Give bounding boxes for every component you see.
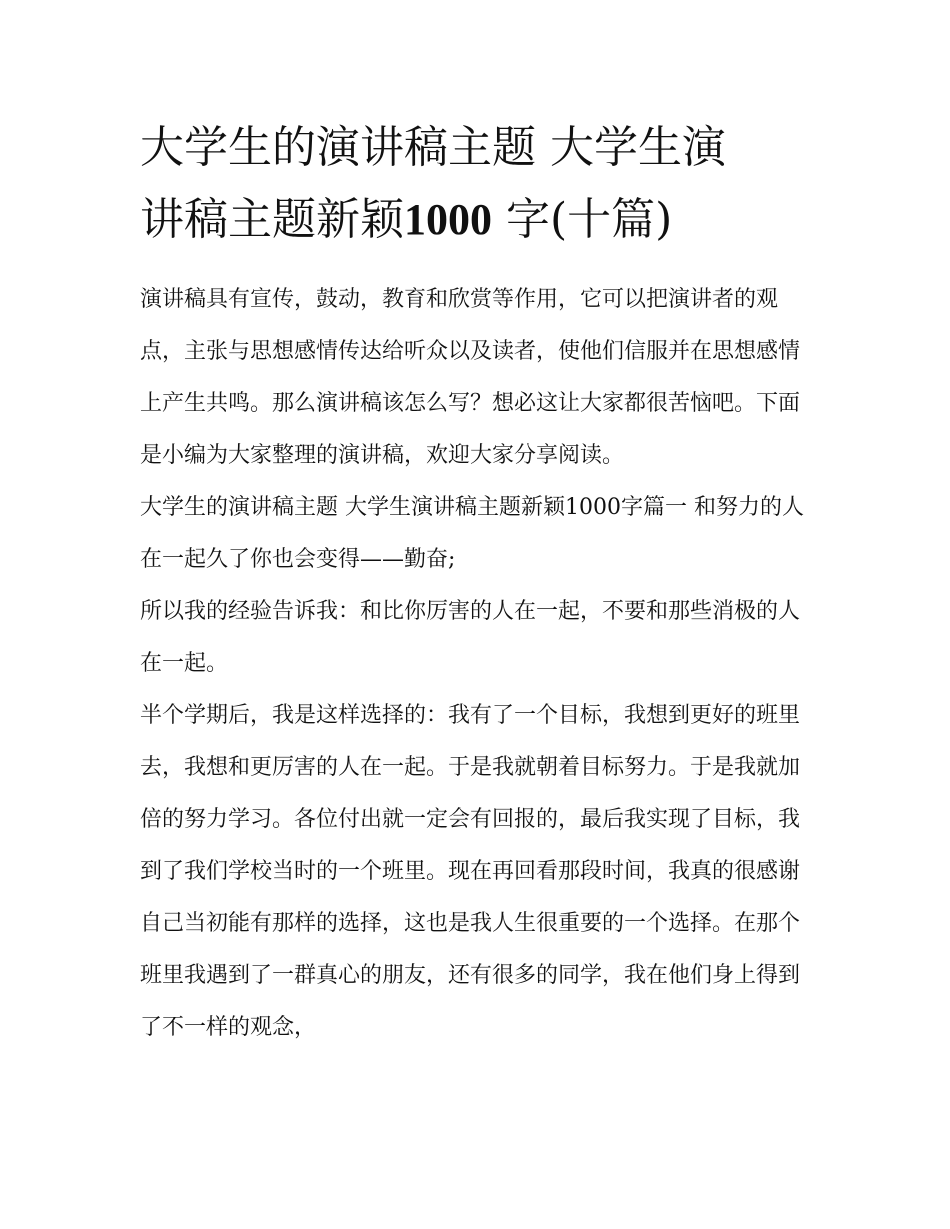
document-body <box>140 274 820 1054</box>
document-title <box>140 112 820 256</box>
paragraph-section-one: 大学生的演讲稿主题 大学生演讲稿主题新颖1000字篇一 和努力的人在一起久了你也会变得——勤奋; <box>140 495 804 572</box>
paragraph-semester: 半个学期后，我是这样选择的：我有了一个目标，我想到更好的班里去，我想和更厉害的人在一起。于是我就朝着目标努力。于是我就加倍的努力学习。各位付出就一定会有回报的，最后我实现了目标，我到了我们学校当时的一个班里。现在再回看那段时间，我真的很感谢自己当初能有那样的选择，这也是我人生很重要的一个选择。在那个班里我遇到了一群真心的朋友，还有很多的同学，我在他们身上得到了不一样的观念， <box>140 703 801 1040</box>
title-line-1: 大学生的演讲稿主题 大学生演 <box>140 122 726 173</box>
title-line-2: 讲稿主题新颖1000 字(十篇) <box>140 194 673 245</box>
paragraph-experience: 所以我的经验告诉我：和比你厉害的人在一起，不要和那些消极的人在一起。 <box>140 599 801 676</box>
paragraph-intro: 演讲稿具有宣传，鼓动，教育和欣赏等作用，它可以把演讲者的观点，主张与思想感情传达给听众以及读者，使他们信服并在思想感情上产生共鸣。那么演讲稿该怎么写？想必这让大家都很苦恼吧。下面是小编为大家整理的演讲稿，欢迎大家分享阅读。 <box>140 287 801 468</box>
